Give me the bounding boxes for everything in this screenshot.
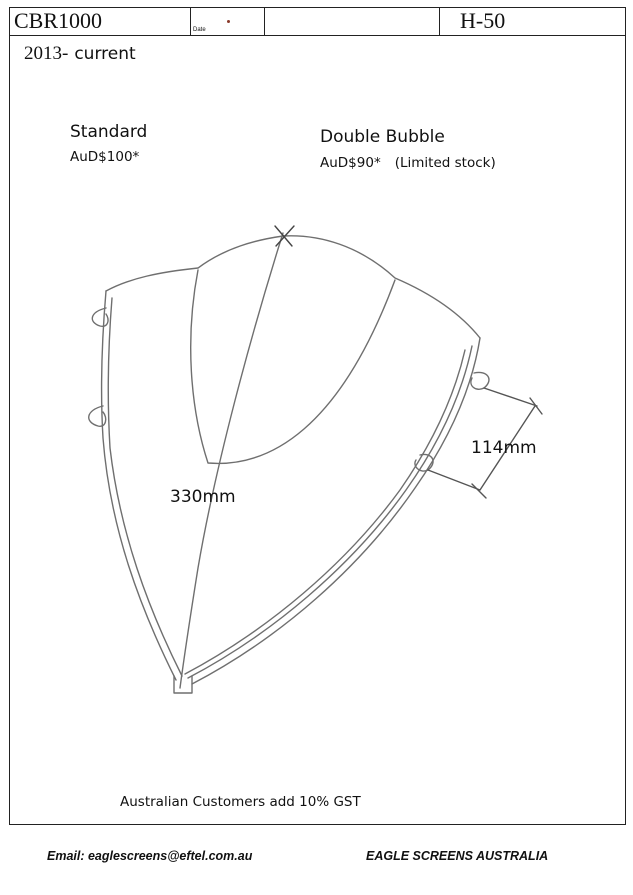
windscreen-drawing <box>10 8 627 826</box>
date-label: Date <box>193 27 206 33</box>
height-dimension: 330mm <box>170 487 236 507</box>
center-line <box>180 233 283 688</box>
double-bubble-label: Double Bubble <box>320 127 445 147</box>
year-end: current <box>74 44 136 64</box>
gst-note: Australian Customers add 10% GST <box>120 794 361 810</box>
standard-label: Standard <box>70 122 148 142</box>
dimension-tick-bottom <box>472 484 486 498</box>
mount-dimension: 114mm <box>471 438 537 458</box>
screen-top-edge <box>106 236 480 338</box>
screen-right-edge <box>192 338 480 684</box>
screen-left-edge <box>102 291 176 680</box>
footer-email: Email: eaglescreens@eftel.com.au <box>47 849 253 863</box>
footer-company: EAGLE SCREENS AUSTRALIA <box>366 849 549 863</box>
left-mount-bottom <box>89 406 106 426</box>
double-bubble-price: AuD$90* <box>320 155 381 171</box>
screen-right-edge-inner <box>188 346 472 678</box>
model-name: CBR1000 <box>14 8 103 33</box>
bottom-tab <box>174 676 192 693</box>
right-mount-top <box>471 372 489 389</box>
standard-price: AuD$100* <box>70 149 140 165</box>
spec-sheet <box>9 7 626 825</box>
left-mount-top <box>92 308 108 326</box>
bubble-outline <box>191 270 395 463</box>
year-start: 2013- <box>24 43 69 64</box>
double-bubble-note: (Limited stock) <box>394 155 496 171</box>
screen-right-edge-inner2 <box>185 350 465 674</box>
screen-code: H-50 <box>460 8 506 33</box>
